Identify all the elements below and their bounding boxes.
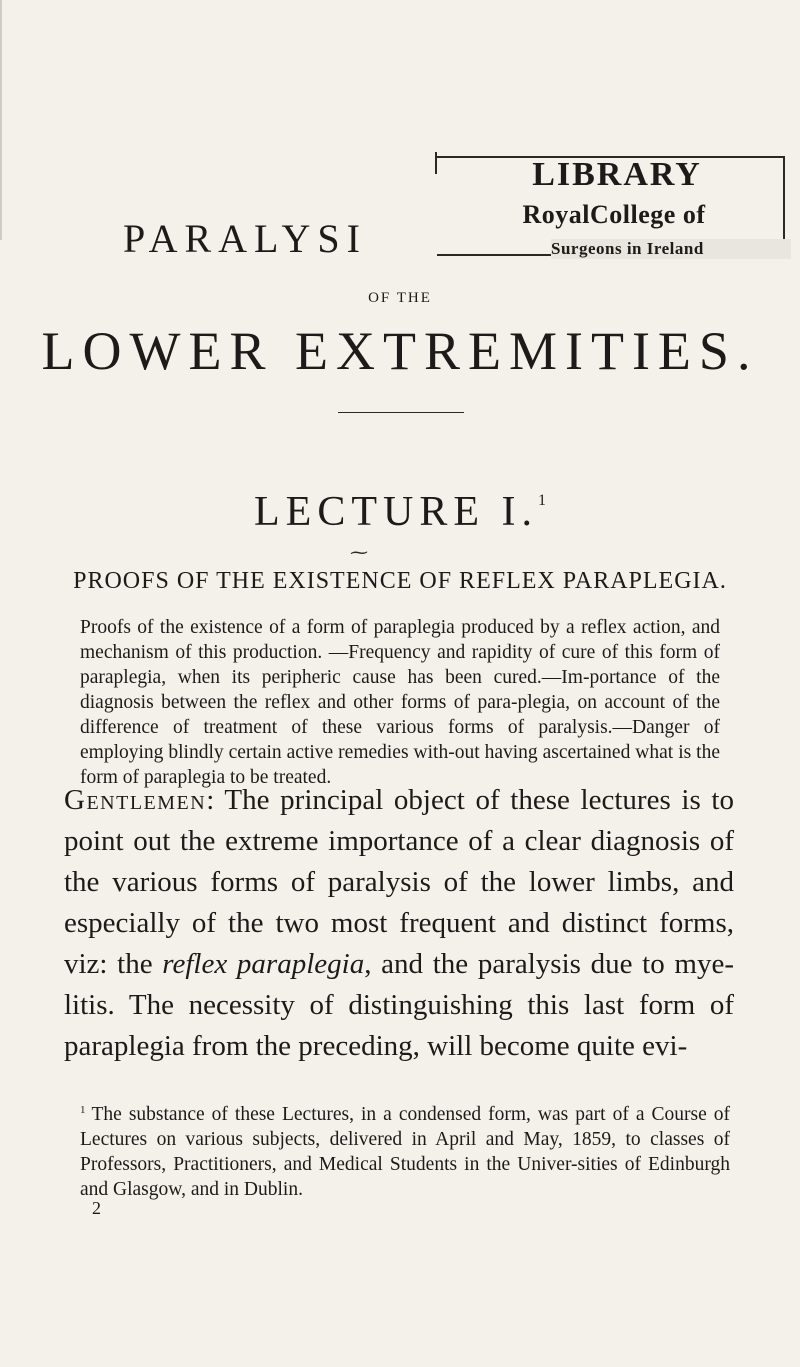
lecture-heading: LECTURE I.$^1$ [254,489,546,535]
title-paralysis: PARALYSI [123,216,367,261]
lecture-footnote-marker: 1 [537,492,546,509]
footnote: $^1$ The substance of these Lectures, in a condensed form, was part of a Course of Lectures on various subjects, delivered in April and May, 1859, to classes of Professors, Practitioners, and Medical Students in the Univer-sities of Edinburgh and Glasgow, and in Dublin. [80,1104,730,1200]
chapter-summary: Proofs of the existence of a form of paraplegia produced by a reflex action, and mechanism of this production. —Frequency and rapidity of cure of this form of paraplegia, when its peripheric cause has been cured.—Im-portance of the diagnosis between the reflex and other forms of para-plegia, on account of the difference of treatment of these various forms of paralysis.—Danger of employing blindly certain active remedies with-out having ascertained what is the form of paraplegia to be treated. [80,617,720,788]
footnote-marker: 1 [80,1104,86,1116]
page-edge-shadow [0,0,2,240]
ornament-mark: ⁓ [350,542,368,562]
stamp-library: LIBRARY [532,156,702,193]
stamp-college: RoyalCollege of [522,200,706,229]
body-paragraph: Gentlemen: The principal object of these lectures is to point out the extreme importance of a clear diagnosis of the various forms of paralysis of the lower limbs, and especially of the two most frequent and distinct forms, viz: the reflex paraplegia, and the paralysis due to mye-litis. The necessity of distinguishing this last form of paraplegia from the preceding, will become quite evi- [64,784,734,1062]
library-stamp [427,150,797,258]
salutation: Gentlemen [64,784,207,816]
title-rule [338,412,464,413]
italic-term: reflex paraplegia [162,948,365,980]
signature-mark: 2 [92,1198,101,1218]
stamp-surgeons: Surgeons in Ireland [551,239,791,259]
title-of-the: OF THE [368,290,432,306]
lecture-subtitle: PROOFS OF THE EXISTENCE OF REFLEX PARAPLEGIA. [73,568,727,594]
title-lower-extremities: LOWER EXTREMITIES. [41,321,759,381]
